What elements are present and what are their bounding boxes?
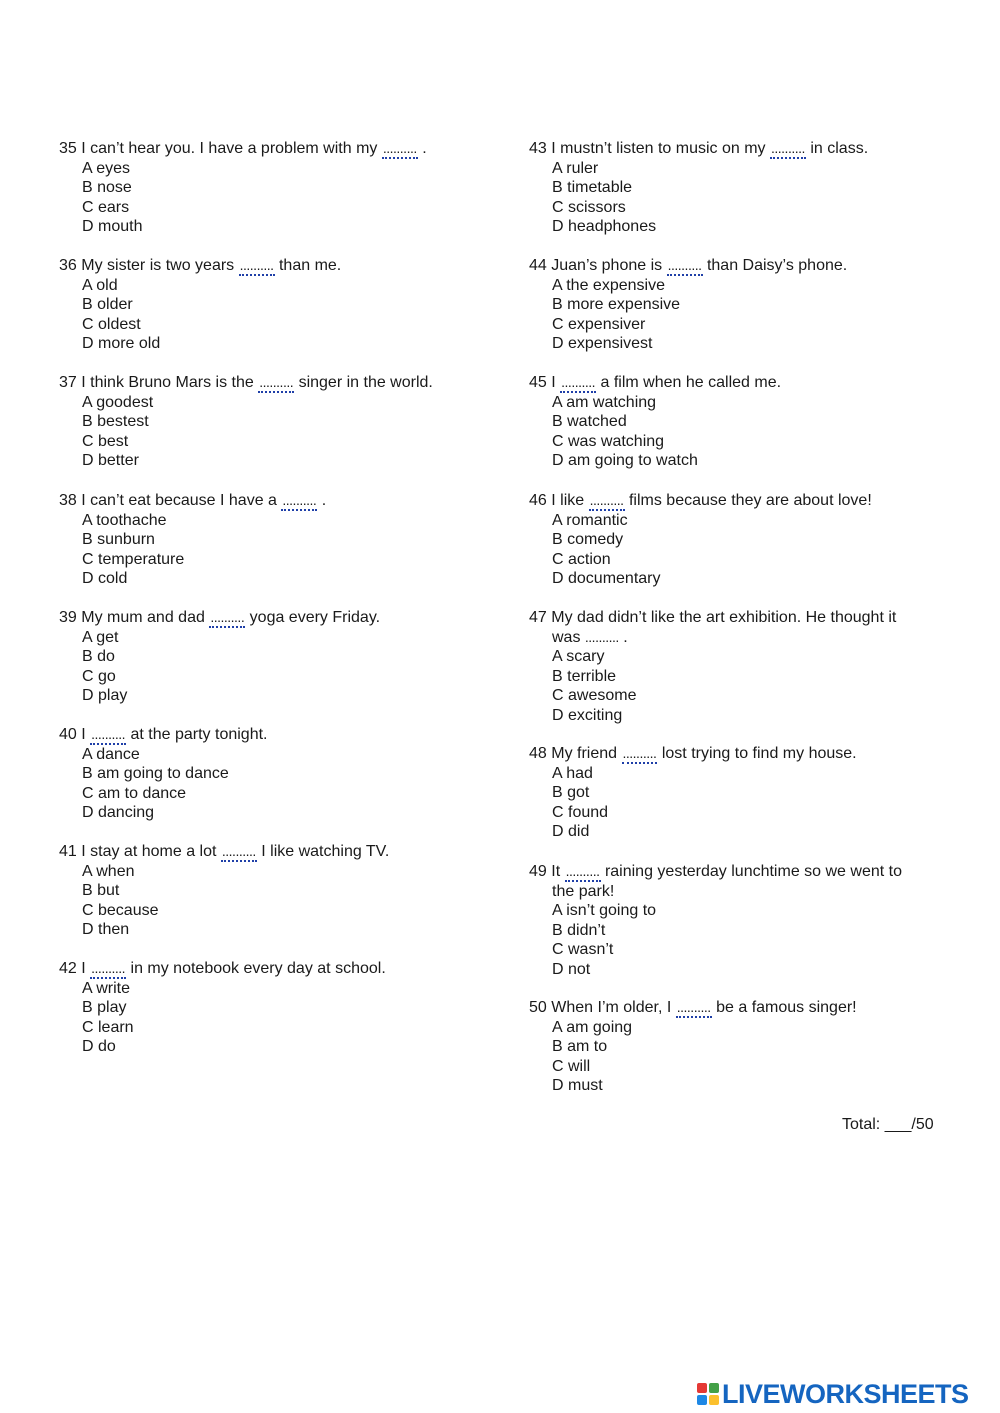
option-b: B am going to dance xyxy=(82,765,229,782)
question-number: 42 xyxy=(59,960,77,977)
answer-options xyxy=(529,647,949,725)
question-43 xyxy=(529,139,949,237)
option-c: C am to dance xyxy=(82,784,187,802)
option-d: D did xyxy=(552,823,590,840)
option-c: C go xyxy=(82,667,116,685)
option-c: C action xyxy=(552,550,611,568)
answer-blank[interactable]: .......... xyxy=(221,842,257,862)
question-stem: I like xyxy=(551,492,585,509)
option-a: A toothache xyxy=(82,511,167,529)
question-stem-end: . xyxy=(618,628,628,646)
option-b: B sunburn xyxy=(82,531,155,548)
option-d: D dancing xyxy=(82,804,155,821)
option-b: B nose xyxy=(82,179,132,196)
question-stem-continued: the park! xyxy=(552,882,615,900)
option-d: D must xyxy=(552,1077,603,1094)
answer-blank[interactable]: .......... xyxy=(90,959,126,979)
question-stem: Juan’s phone is xyxy=(551,257,663,274)
option-a: A get xyxy=(82,628,119,646)
answer-options xyxy=(529,764,949,842)
option-c: C will xyxy=(552,1057,591,1075)
question-stem-end: . xyxy=(317,492,327,509)
answer-blank[interactable]: .......... xyxy=(622,744,658,764)
option-a: A when xyxy=(82,862,135,880)
question-40 xyxy=(59,725,479,823)
total-score: Total: ___/50 xyxy=(842,1116,934,1133)
logo-text: LIVEWORKSHEETS xyxy=(722,1378,969,1409)
answer-options xyxy=(59,511,479,589)
option-b: B terrible xyxy=(552,667,617,685)
answer-blank[interactable]: .......... xyxy=(239,256,275,276)
option-d: D exciting xyxy=(552,706,623,724)
option-c: C found xyxy=(552,803,609,821)
option-d: D am going to watch xyxy=(552,452,698,469)
option-c: C ears xyxy=(82,198,130,216)
answer-blank[interactable]: .......... xyxy=(770,139,806,159)
question-number: 48 xyxy=(529,745,547,762)
question-stem: I xyxy=(551,374,556,391)
option-c: C learn xyxy=(82,1018,134,1036)
option-b: B didn’t xyxy=(552,921,606,939)
option-d: D do xyxy=(82,1038,116,1055)
option-d: D play xyxy=(82,687,128,704)
question-number: 46 xyxy=(529,492,547,509)
question-stem-end: in my notebook every day at school. xyxy=(126,960,386,977)
option-b: B but xyxy=(82,882,120,899)
answer-options xyxy=(59,276,479,354)
answer-blank[interactable]: .......... xyxy=(676,998,712,1018)
answer-blank[interactable]: .......... xyxy=(382,139,418,159)
question-stem: I xyxy=(81,960,86,977)
question-41 xyxy=(59,842,479,940)
question-stem: My sister is two years xyxy=(81,257,235,274)
question-number: 44 xyxy=(529,257,547,274)
question-stem: I can’t hear you. I have a problem with my xyxy=(81,140,378,157)
option-a: A write xyxy=(82,979,131,997)
question-38 xyxy=(59,491,479,589)
option-a: A old xyxy=(82,276,118,294)
option-a: A isn’t going to xyxy=(552,902,657,919)
question-stem: It xyxy=(551,863,561,880)
option-d: D documentary xyxy=(552,570,661,587)
question-stem: I stay at home a lot xyxy=(81,843,217,860)
question-number: 37 xyxy=(59,374,77,391)
option-a: A the expensive xyxy=(552,276,665,294)
option-b: B timetable xyxy=(552,179,633,196)
option-a: A ruler xyxy=(552,159,599,177)
answer-options xyxy=(59,745,479,823)
answer-blank[interactable]: .......... xyxy=(90,725,126,745)
question-stem: When I’m older, I xyxy=(551,999,672,1016)
question-44 xyxy=(529,256,949,354)
option-b: B got xyxy=(552,784,590,801)
answer-options xyxy=(59,159,479,237)
question-stem-end: than Daisy’s phone. xyxy=(702,257,848,274)
option-c: C awesome xyxy=(552,687,637,704)
option-b: B watched xyxy=(552,413,627,430)
question-number: 38 xyxy=(59,492,77,509)
question-49 xyxy=(529,862,949,979)
option-a: A am watching xyxy=(552,393,657,411)
question-stem-end: a film when he called me. xyxy=(596,374,782,391)
question-stem-end: lost trying to find my house. xyxy=(657,745,857,762)
option-d: D better xyxy=(82,452,139,469)
question-stem-end: I like watching TV. xyxy=(256,843,390,860)
question-number: 50 xyxy=(529,999,547,1016)
answer-options xyxy=(59,862,479,940)
question-42 xyxy=(59,959,479,1057)
question-stem-end: raining yesterday lunchtime so we went to xyxy=(600,863,902,880)
option-a: A goodest xyxy=(82,393,154,411)
question-number: 40 xyxy=(59,726,77,743)
liveworksheets-logo-icon xyxy=(697,1383,719,1405)
answer-options xyxy=(529,511,949,589)
answer-blank[interactable]: .......... xyxy=(584,628,619,645)
question-number: 47 xyxy=(529,609,547,626)
answer-blank[interactable]: .......... xyxy=(258,373,294,393)
option-c: C because xyxy=(82,901,159,919)
question-stem-end: singer in the world. xyxy=(294,374,433,391)
answer-options xyxy=(59,393,479,471)
option-b: B do xyxy=(82,648,115,665)
question-45 xyxy=(529,373,949,471)
question-stem-end: in class. xyxy=(805,140,869,157)
option-b: B more expensive xyxy=(552,296,681,313)
question-46 xyxy=(529,491,949,589)
question-stem: My dad didn’t like the art exhibition. He thought it xyxy=(551,609,897,626)
question-stem: I can’t eat because I have a xyxy=(81,492,277,509)
question-stem-end: . xyxy=(417,140,427,157)
question-36 xyxy=(59,256,479,354)
option-d: D mouth xyxy=(82,218,143,235)
option-a: A dance xyxy=(82,745,140,763)
question-47 xyxy=(529,608,949,725)
answer-options xyxy=(59,979,479,1057)
option-d: D then xyxy=(82,921,130,938)
answer-blank[interactable]: .......... xyxy=(281,491,317,511)
question-48 xyxy=(529,744,949,842)
option-d: D more old xyxy=(82,335,161,352)
answer-options xyxy=(529,276,949,354)
question-50 xyxy=(529,998,949,1096)
question-number: 35 xyxy=(59,140,77,157)
option-d: D not xyxy=(552,960,591,978)
option-a: A am going xyxy=(552,1018,633,1036)
option-d: D headphones xyxy=(552,218,657,235)
answer-options xyxy=(529,1018,949,1096)
question-number: 43 xyxy=(529,140,547,157)
question-stem: I think Bruno Mars is the xyxy=(81,374,254,391)
question-stem: I xyxy=(81,726,86,743)
option-b: B older xyxy=(82,296,133,313)
question-number: 45 xyxy=(529,374,547,391)
question-stem-end: be a famous singer! xyxy=(711,999,857,1016)
option-b: B comedy xyxy=(552,531,624,548)
option-b: B am to xyxy=(552,1038,608,1055)
option-c: C was watching xyxy=(552,432,665,450)
question-number: 36 xyxy=(59,257,77,274)
question-stem-end: films because they are about love! xyxy=(624,492,872,509)
answer-blank[interactable]: .......... xyxy=(560,373,596,393)
question-stem-end: at the party tonight. xyxy=(126,726,268,743)
option-c: C expensiver xyxy=(552,315,646,333)
question-37 xyxy=(59,373,479,471)
option-b: B play xyxy=(82,999,127,1016)
answer-options xyxy=(59,628,479,706)
option-c: C scissors xyxy=(552,198,626,216)
option-c: C best xyxy=(82,432,129,450)
answer-blank[interactable]: .......... xyxy=(565,862,601,882)
option-a: A romantic xyxy=(552,511,628,529)
question-stem-continued: was xyxy=(552,628,581,646)
option-b: B bestest xyxy=(82,413,149,430)
answer-blank[interactable]: .......... xyxy=(667,256,703,276)
option-a: A had xyxy=(552,764,593,782)
option-d: D cold xyxy=(82,570,128,587)
question-stem: My mum and dad xyxy=(81,609,205,626)
option-a: A scary xyxy=(552,648,605,665)
question-stem: I mustn’t listen to music on my xyxy=(551,140,766,157)
option-a: A eyes xyxy=(82,159,131,177)
liveworksheets-logo xyxy=(697,1378,969,1410)
question-number: 39 xyxy=(59,609,77,626)
question-stem-end: than me. xyxy=(274,257,342,274)
option-c: C oldest xyxy=(82,315,141,333)
answer-options xyxy=(529,159,949,237)
answer-options xyxy=(529,901,949,979)
option-c: C temperature xyxy=(82,550,185,568)
question-stem: My friend xyxy=(551,745,618,762)
option-c: C wasn’t xyxy=(552,941,614,958)
answer-options xyxy=(529,393,949,471)
option-d: D expensivest xyxy=(552,335,653,352)
question-35 xyxy=(59,139,479,237)
answer-blank[interactable]: .......... xyxy=(209,608,245,628)
question-stem-end: yoga every Friday. xyxy=(245,609,381,626)
question-number: 41 xyxy=(59,843,77,860)
answer-blank[interactable]: .......... xyxy=(589,491,625,511)
question-number: 49 xyxy=(529,863,547,880)
question-39 xyxy=(59,608,479,706)
